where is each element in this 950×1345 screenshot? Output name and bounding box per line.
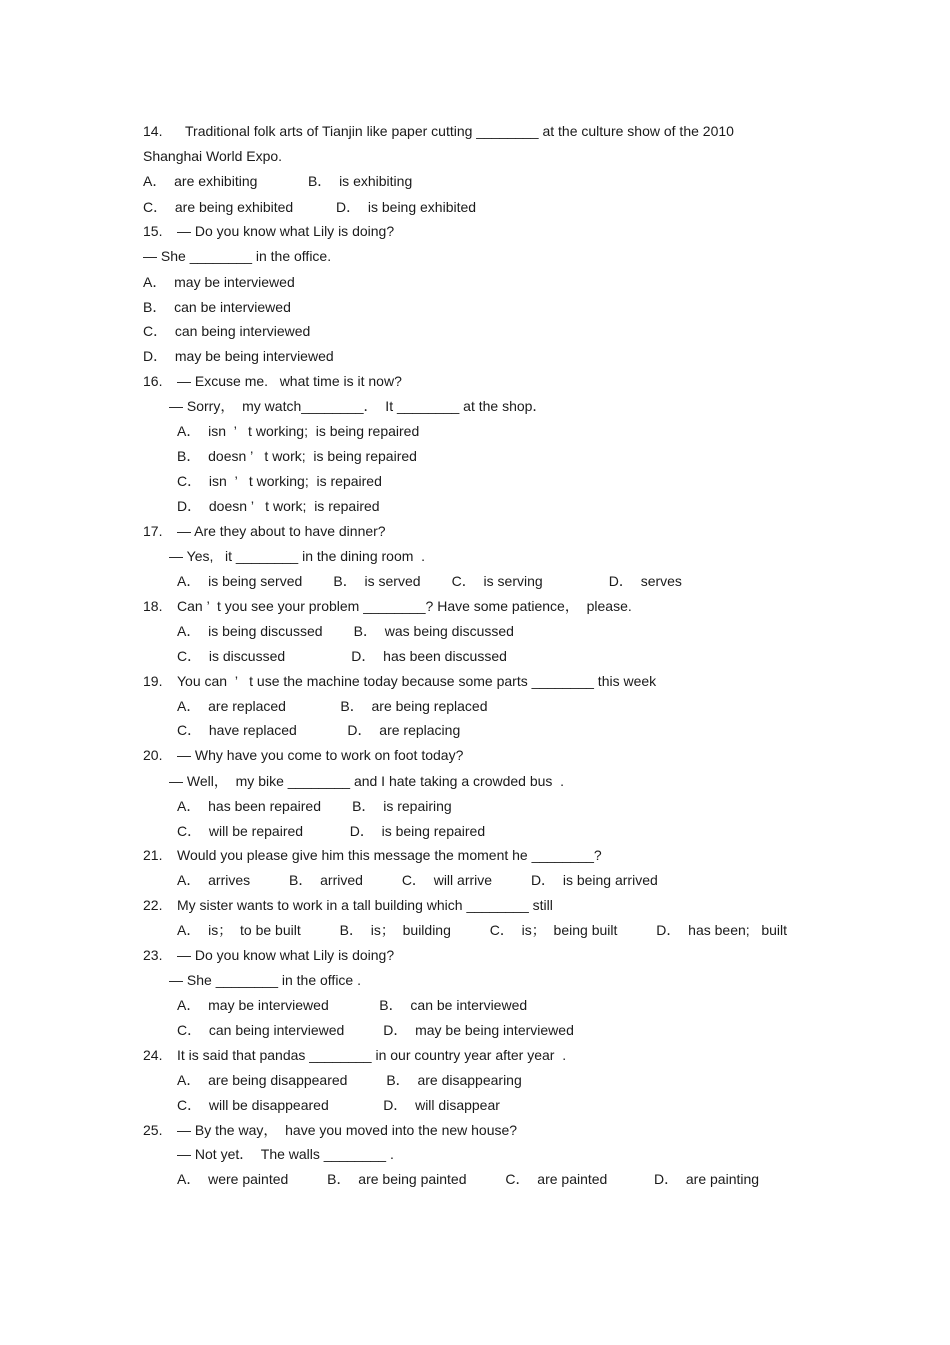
answer-options: A． are exhibiting B． is exhibiting [143, 173, 413, 189]
answer-option: A． may be interviewed [143, 274, 295, 290]
answer-option: D． doesn ’ t work; is repaired [177, 498, 380, 514]
question-stem: — Do you know what Lily is doing? [177, 223, 395, 239]
answer-options: A． is； to be built B． is； building C． is； being built D． has been; built [177, 922, 788, 938]
dialogue-line: — She ________ in the office. [143, 248, 332, 264]
answer-options: A． has been repaired B． is repairing [177, 798, 452, 814]
question-number: 16. [143, 373, 163, 389]
answer-option: A． isn ’ t working; is being repaired [177, 423, 420, 439]
answer-options: A． are replaced B． are being replaced [177, 698, 488, 714]
question-stem: Can ’ t you see your problem ________? Have some patience， please. [177, 598, 632, 614]
question-stem: Traditional folk arts of Tianjin like paper cutting ________ at the culture show of the 2010 [185, 123, 734, 139]
answer-option: C． isn ’ t working; is repaired [177, 473, 382, 489]
question-stem-continued: Shanghai World Expo. [143, 148, 283, 164]
answer-options: C． will be disappeared D． will disappear [177, 1097, 500, 1113]
question-stem: My sister wants to work in a tall building which ________ still [177, 897, 553, 913]
question-stem: — Excuse me. what time is it now? [177, 373, 402, 389]
answer-options: C． are being exhibited D． is being exhibited [143, 199, 477, 215]
question-stem: Would you please give him this message the moment he ________? [177, 847, 602, 863]
question-number: 19. [143, 673, 163, 689]
answer-options: A． were painted B． are being painted C． are painted D． are painting [177, 1171, 760, 1187]
dialogue-line: — She ________ in the office . [169, 972, 361, 988]
question-stem: — Why have you come to work on foot today? [177, 747, 464, 763]
question-number: 22. [143, 897, 163, 913]
answer-option: B． doesn ’ t work; is being repaired [177, 448, 417, 464]
question-number: 20. [143, 747, 163, 763]
answer-option: C． can being interviewed [143, 323, 311, 339]
question-number: 18. [143, 598, 163, 614]
question-stem: — By the way， have you moved into the new house? [177, 1122, 518, 1138]
answer-options: C． have replaced D． are replacing [177, 722, 461, 738]
answer-options: A． is being discussed B． was being discussed [177, 623, 514, 639]
dialogue-line: — Sorry， my watch________． It ________ at the shop． [169, 398, 547, 414]
dialogue-line: — Well， my bike ________ and I hate taking a crowded bus . [169, 773, 565, 789]
question-stem: It is said that pandas ________ in our country year after year . [177, 1047, 567, 1063]
dialogue-line: — Yes, it ________ in the dining room . [169, 548, 426, 564]
question-number: 14. [143, 123, 163, 139]
dialogue-line: — Not yet． The walls ________ . [177, 1146, 394, 1162]
answer-options: A． may be interviewed B． can be interviewed [177, 997, 528, 1013]
question-stem: — Do you know what Lily is doing? [177, 947, 395, 963]
question-number: 24. [143, 1047, 163, 1063]
answer-option: B． can be interviewed [143, 299, 291, 315]
question-stem: — Are they about to have dinner? [177, 523, 386, 539]
question-stem: You can ’ t use the machine today because some parts ________ this week [177, 673, 657, 689]
answer-option: D． may be being interviewed [143, 348, 334, 364]
answer-options: C． can being interviewed D． may be being interviewed [177, 1022, 574, 1038]
answer-options: A． is being served B． is served C． is serving D． serves [177, 573, 682, 589]
question-number: 23. [143, 947, 163, 963]
answer-options: C． will be repaired D． is being repaired [177, 823, 486, 839]
question-number: 15. [143, 223, 163, 239]
answer-options: C． is discussed D． has been discussed [177, 648, 507, 664]
answer-options: A． arrives B． arrived C． will arrive D． is being arrived [177, 872, 658, 888]
question-number: 17. [143, 523, 163, 539]
answer-options: A． are being disappeared B． are disappearing [177, 1072, 522, 1088]
question-number: 25. [143, 1122, 163, 1138]
question-number: 21. [143, 847, 163, 863]
